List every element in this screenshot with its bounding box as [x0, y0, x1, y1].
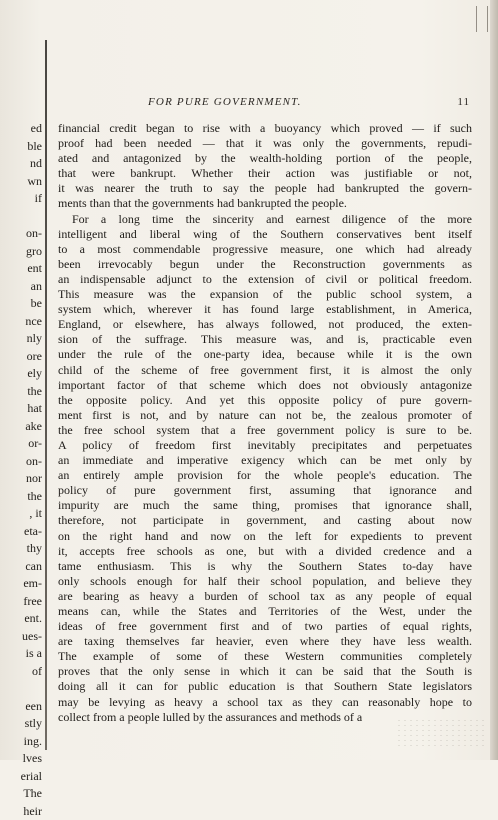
facing-page-fragment: the [0, 383, 44, 401]
text-line: may be levying as heavy a school tax as they can reasonably hope to [58, 695, 472, 710]
facing-page-fragment: ble [0, 138, 44, 156]
text-line: ments than that the governments had bankrupted the people. [58, 196, 472, 211]
text-line: that were bankrupt. Whether their action was justifiable or not, [58, 166, 472, 181]
text-line: means can, while the States and Territories of the West, under the [58, 604, 472, 619]
facing-page-fragment: , it [0, 505, 44, 523]
text-line: doing all it can for public education is that Southern State legislators [58, 679, 472, 694]
text-line: ment first is not, and by nature can not be, the zealous promoter of [58, 408, 472, 423]
text-line: England, or elsewhere, has always followed, not produced, the exten- [58, 317, 472, 332]
page-number: 11 [457, 96, 470, 108]
facing-page-fragment: nd [0, 155, 44, 173]
text-line: an indispensable adjunct to the extension of civil or political freedom. [58, 272, 472, 287]
facing-page-fragment: eta- [0, 523, 44, 541]
facing-page-fragment: ed [0, 120, 44, 138]
text-line: important factor of that scheme which does not obviously antagonize [58, 378, 472, 393]
text-line: to a most commendable progressive measure, one which had already [58, 242, 472, 257]
facing-page-fragment: can [0, 558, 44, 576]
text-line: an entirely ample provision for the whole people's education. The [58, 468, 472, 483]
facing-page-fragment: is a [0, 645, 44, 663]
text-line: system which, wherever it has found large establishment, in America, [58, 302, 472, 317]
text-line: it was nearer the truth to say the people had bankrupted the govern- [58, 181, 472, 196]
facing-page-fragment: The [0, 785, 44, 803]
text-line: The example of some of these Western communities completely [58, 649, 472, 664]
corner-mark [476, 6, 488, 32]
text-line: impurity are much the same thing, promises that ignorance shall, [58, 498, 472, 513]
facing-page-fragment: ues- [0, 628, 44, 646]
text-line: policy of pure government first, assuming that ignorance and [58, 483, 472, 498]
facing-page-fragment: the [0, 488, 44, 506]
text-line: A policy of freedom first inevitably precipitates and perpetuates [58, 438, 472, 453]
text-line: been irrevocably begun under the Reconstruction governments as [58, 257, 472, 272]
text-line: on the right hand and now on the left for expedients to prevent [58, 529, 472, 544]
text-line: intelligent and liberal wing of the Southern conservatives bent itself [58, 227, 472, 242]
gutter-line [45, 40, 47, 750]
facing-page-fragment: ore [0, 348, 44, 366]
facing-page-fragments [0, 120, 44, 820]
facing-page-fragment: if [0, 190, 44, 208]
text-line: proves that the only sense in which it can be said that the South is [58, 664, 472, 679]
facing-page-fragment: erial [0, 768, 44, 786]
facing-page-fragment: on- [0, 453, 44, 471]
text-line: are bearing as heavy a burden of school tax as any people of equal [58, 589, 472, 604]
page-edge-shadow [490, 0, 498, 760]
facing-page-fragment: em- [0, 575, 44, 593]
text-line: tame enthusiasm. This is why the Southern States to-day have [58, 559, 472, 574]
facing-page-fragment: ely [0, 365, 44, 383]
text-line: sion of the suffrage. This measure was, and is, practicable even [58, 332, 472, 347]
facing-page-fragment: free [0, 593, 44, 611]
text-line: under the rule of the one-party idea, because while it is the own [58, 347, 472, 362]
text-line: This measure was the expansion of the public school system, a [58, 287, 472, 302]
text-line: financial credit began to rise with a buoyancy which proved — if such [58, 121, 472, 136]
text-line: the free school system that a free government policy is sure to be. [58, 423, 472, 438]
facing-page-fragment: hat [0, 400, 44, 418]
facing-page-fragment: of [0, 663, 44, 681]
facing-page-fragment: heir [0, 803, 44, 820]
text-line: only schools enough for half their school population, and believe they [58, 574, 472, 589]
text-line: ideas of free government first and of two parties of equal rights, [58, 619, 472, 634]
body-text [58, 121, 472, 725]
text-line: ated and antagonized by the wealth-holding portion of the people, [58, 151, 472, 166]
scan-specks [396, 718, 486, 748]
facing-page-fragment: thy [0, 540, 44, 558]
facing-page-fragment: or- [0, 435, 44, 453]
facing-page-fragment: nly [0, 330, 44, 348]
facing-page-fragment [0, 208, 44, 226]
facing-page-fragment: an [0, 278, 44, 296]
facing-page-fragment: ake [0, 418, 44, 436]
text-line: proof had been needed — that it was only the governments, repudi- [58, 136, 472, 151]
text-line: For a long time the sincerity and earnest diligence of the more [58, 212, 472, 227]
text-line: child of the scheme of free government first, it is almost the only [58, 363, 472, 378]
facing-page-fragment: nce [0, 313, 44, 331]
facing-page-fragment: ent. [0, 610, 44, 628]
facing-page-fragment: on- [0, 225, 44, 243]
facing-page-fragment: gro [0, 243, 44, 261]
facing-page-fragment: nor [0, 470, 44, 488]
text-line: are taxing themselves far heavier, even where they have less wealth. [58, 634, 472, 649]
page-header [58, 96, 472, 112]
text-line: therefore, not participate in government, and casting about now [58, 513, 472, 528]
facing-page-fragment: ing. [0, 733, 44, 751]
facing-page-fragment: een [0, 698, 44, 716]
facing-page-fragment: lves [0, 750, 44, 768]
text-line: it, accepts free schools as one, but with a divided credence and a [58, 544, 472, 559]
facing-page-fragment: ent [0, 260, 44, 278]
running-title: FOR PURE GOVERNMENT. [148, 96, 302, 108]
text-line: an immediate and imperative exigency which can be met only by [58, 453, 472, 468]
facing-page-fragment: stly [0, 715, 44, 733]
facing-page-fragment [0, 680, 44, 698]
facing-page-fragment: be [0, 295, 44, 313]
text-line: collect from a people lulled by the assurances and methods of a [58, 710, 472, 725]
text-line: the opposite policy. And yet this opposite policy of pure govern- [58, 393, 472, 408]
facing-page-fragment: wn [0, 173, 44, 191]
